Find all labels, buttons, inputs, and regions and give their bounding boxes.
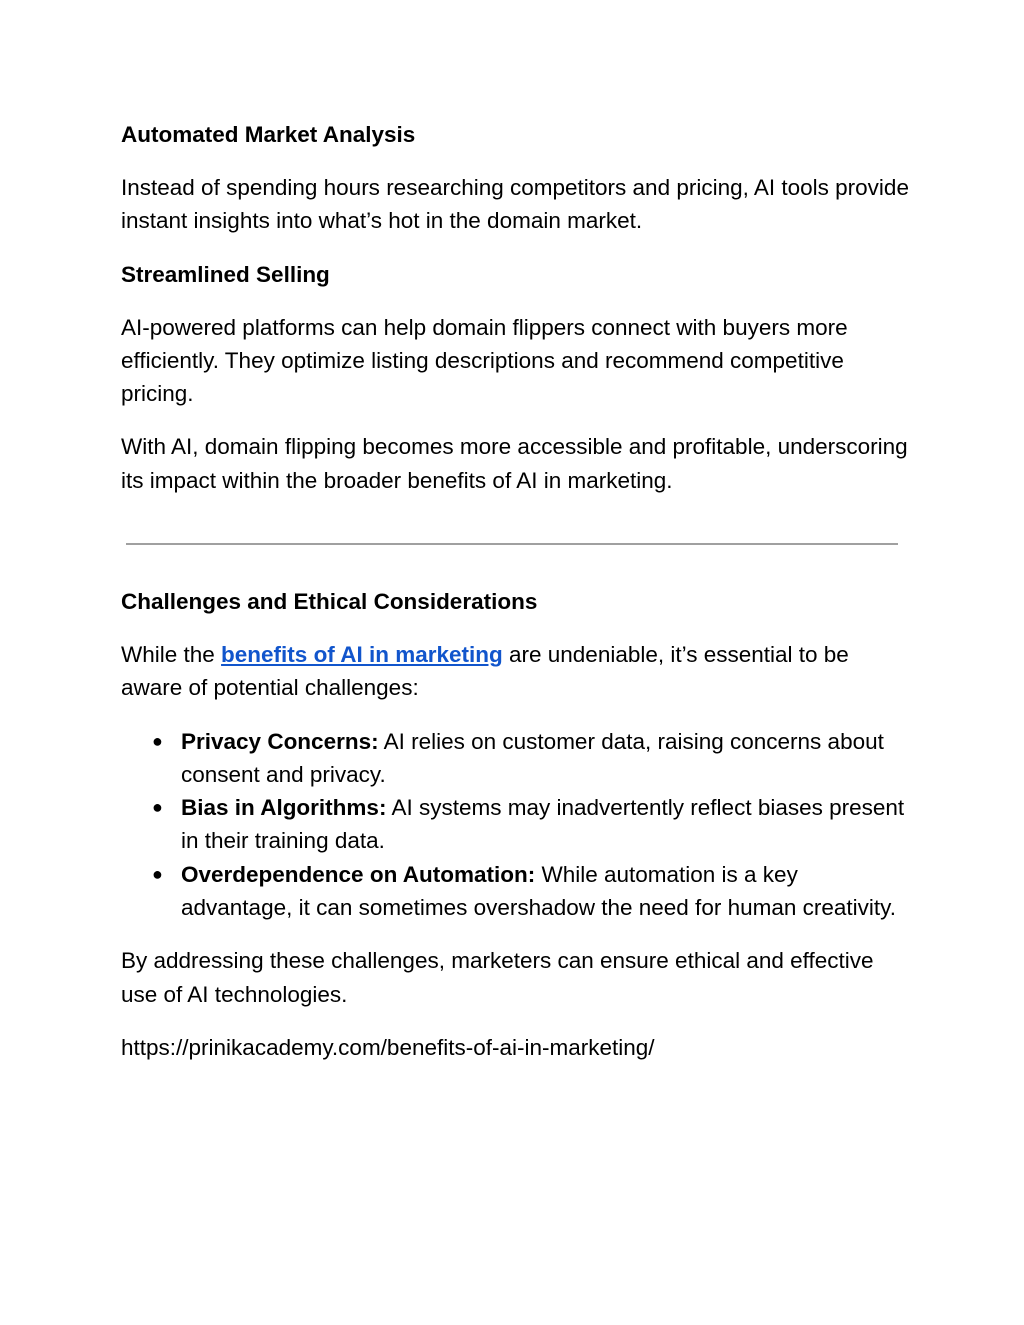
list-item-title: Overdependence on Automation: — [181, 861, 536, 887]
intro-text-after: are undeniable, it’s essential to be aware of potential challenges: — [121, 642, 849, 701]
heading-challenges: Challenges and Ethical Considerations — [121, 589, 538, 614]
heading-automated-market-analysis: Automated Market Analysis — [121, 122, 416, 147]
section-2 — [121, 585, 911, 1064]
list-item — [121, 791, 911, 858]
paragraph-market-analysis: Instead of spending hours researching competitors and pricing, AI tools provide instant insights into what’s hot in the domain market. — [121, 175, 909, 234]
challenges-list — [121, 725, 911, 925]
intro-text-before: While the — [121, 642, 222, 667]
list-item-text: AI systems may inadvertently reflect biases present in their training data. — [181, 795, 905, 854]
list-item-title: Privacy Concerns: — [181, 728, 379, 754]
bullet-icon: ● — [152, 730, 163, 751]
paragraph-intro — [121, 638, 911, 705]
paragraph-domain-flipping: With AI, domain flipping becomes more accessible and profitable, underscoring its impact within the broader benefits of AI in marketing. — [121, 434, 908, 493]
benefits-link[interactable]: benefits of AI in marketing — [221, 642, 503, 667]
bullet-icon: ● — [152, 797, 163, 818]
list-item-text: While automation is a key advantage, it can sometimes overshadow the need for human creativity. — [181, 861, 896, 921]
list-item-text: AI relies on customer data, raising concerns about consent and privacy. — [181, 728, 884, 787]
bullet-icon: ● — [152, 863, 163, 884]
list-item — [121, 725, 911, 792]
horizontal-divider — [126, 543, 898, 545]
section-1 — [121, 118, 911, 497]
paragraph-streamlined-selling: AI-powered platforms can help domain flippers connect with buyers more efficiently. They optimize listing descriptions and recommend competitive pricing. — [121, 314, 848, 407]
paragraph-closing: By addressing these challenges, marketers can ensure ethical and effective use of AI technologies. — [121, 948, 874, 1007]
list-item-title: Bias in Algorithms: — [181, 795, 387, 821]
list-item — [121, 858, 911, 925]
source-url: https://prinikacademy.com/benefits-of-ai-in-marketing/ — [121, 1034, 655, 1060]
heading-streamlined-selling: Streamlined Selling — [121, 261, 330, 287]
